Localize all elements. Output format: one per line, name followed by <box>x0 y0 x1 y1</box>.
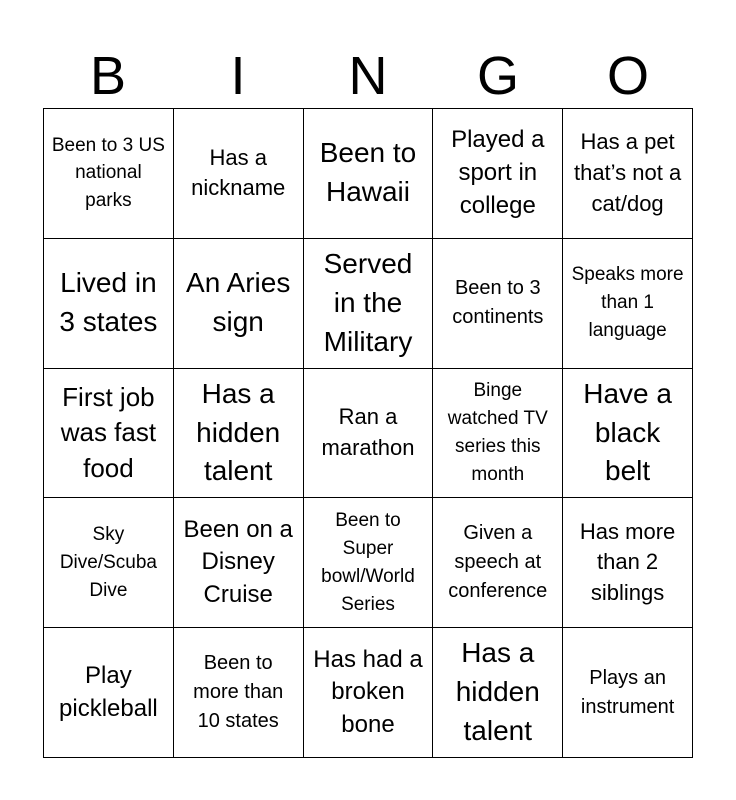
bingo-cell-r5c3[interactable] <box>304 628 434 758</box>
header-letter-o: O <box>606 46 649 106</box>
bingo-cell-r4c5[interactable] <box>563 498 693 628</box>
bingo-cell-label: Lived in 3 states <box>59 267 158 338</box>
bingo-cell-label: Have a black belt <box>583 377 672 487</box>
bingo-cell-r2c2[interactable] <box>174 239 304 369</box>
bingo-cell-label: Plays an instrument <box>580 666 675 718</box>
bingo-cell-r3c3[interactable] <box>304 369 434 499</box>
header-letter-b: B <box>89 46 127 106</box>
bingo-cell-r1c2[interactable] <box>174 109 304 239</box>
bingo-cell-label: Binge watched TV series this month <box>447 380 548 485</box>
bingo-cell-label: Given a speech at conference <box>448 522 548 603</box>
bingo-cell-r2c3[interactable] <box>304 239 434 369</box>
bingo-cell-label: An Aries sign <box>186 267 291 338</box>
bingo-cell-r1c3[interactable] <box>304 109 434 239</box>
bingo-cell-r2c4[interactable] <box>433 239 563 369</box>
bingo-cell-label: Has had a broken bone <box>313 645 423 738</box>
bingo-cell-label: Has a nickname <box>191 144 286 201</box>
bingo-cell-r2c1[interactable] <box>44 239 174 369</box>
bingo-cell-r4c2[interactable] <box>174 498 304 628</box>
bingo-cell-label: Served in the Military <box>323 247 413 357</box>
bingo-cell-r3c2[interactable] <box>174 369 304 499</box>
bingo-cell-label: Been on a Disney Cruise <box>183 515 293 609</box>
bingo-cell-r5c5[interactable] <box>563 628 693 758</box>
bingo-cell-label: First job was fast food <box>60 382 157 483</box>
bingo-cell-label: Sky Dive/Scuba Dive <box>59 523 157 601</box>
bingo-cell-label: Has more than 2 siblings <box>579 518 676 606</box>
bingo-cell-label: Play pickleball <box>59 661 158 722</box>
bingo-cell-r1c4[interactable] <box>433 109 563 239</box>
bingo-cell-label: Been to 3 US national parks <box>51 134 165 212</box>
bingo-cell-r5c4[interactable] <box>433 628 563 758</box>
bingo-cell-label: Speaks more than 1 language <box>571 264 684 342</box>
bingo-cell-label: Been to more than 10 states <box>193 652 284 733</box>
bingo-board <box>43 108 693 758</box>
bingo-cell-r4c4[interactable] <box>433 498 563 628</box>
bingo-cell-label: Played a sport in college <box>451 126 545 219</box>
bingo-cell-label: Ran a marathon <box>321 404 415 460</box>
bingo-cell-label: Has a hidden talent <box>196 377 281 487</box>
bingo-cell-r3c4[interactable] <box>433 369 563 499</box>
header-letter-g: G <box>476 46 519 106</box>
bingo-cell-label: Has a hidden talent <box>455 637 540 747</box>
bingo-header <box>43 44 693 108</box>
bingo-cell-r5c2[interactable] <box>174 628 304 758</box>
bingo-cell-r3c5[interactable] <box>563 369 693 499</box>
bingo-cell-r4c1[interactable] <box>44 498 174 628</box>
bingo-cell-label: Been to 3 continents <box>452 277 544 329</box>
bingo-cell-r5c1[interactable] <box>44 628 174 758</box>
bingo-cell-r1c5[interactable] <box>563 109 693 239</box>
bingo-cell-r2c5[interactable] <box>563 239 693 369</box>
bingo-cell-label: Been to Super bowl/World Series <box>321 509 415 615</box>
bingo-cell-r4c3[interactable] <box>304 498 434 628</box>
bingo-cell-r3c1[interactable] <box>44 369 174 499</box>
bingo-cell-label: Been to Hawaii <box>319 137 417 208</box>
header-letter-i: I <box>230 46 246 106</box>
bingo-cell-label: Has a pet that’s not a cat/dog <box>573 129 682 216</box>
header-letter-n: N <box>348 46 388 106</box>
bingo-cell-r1c1[interactable] <box>44 109 174 239</box>
